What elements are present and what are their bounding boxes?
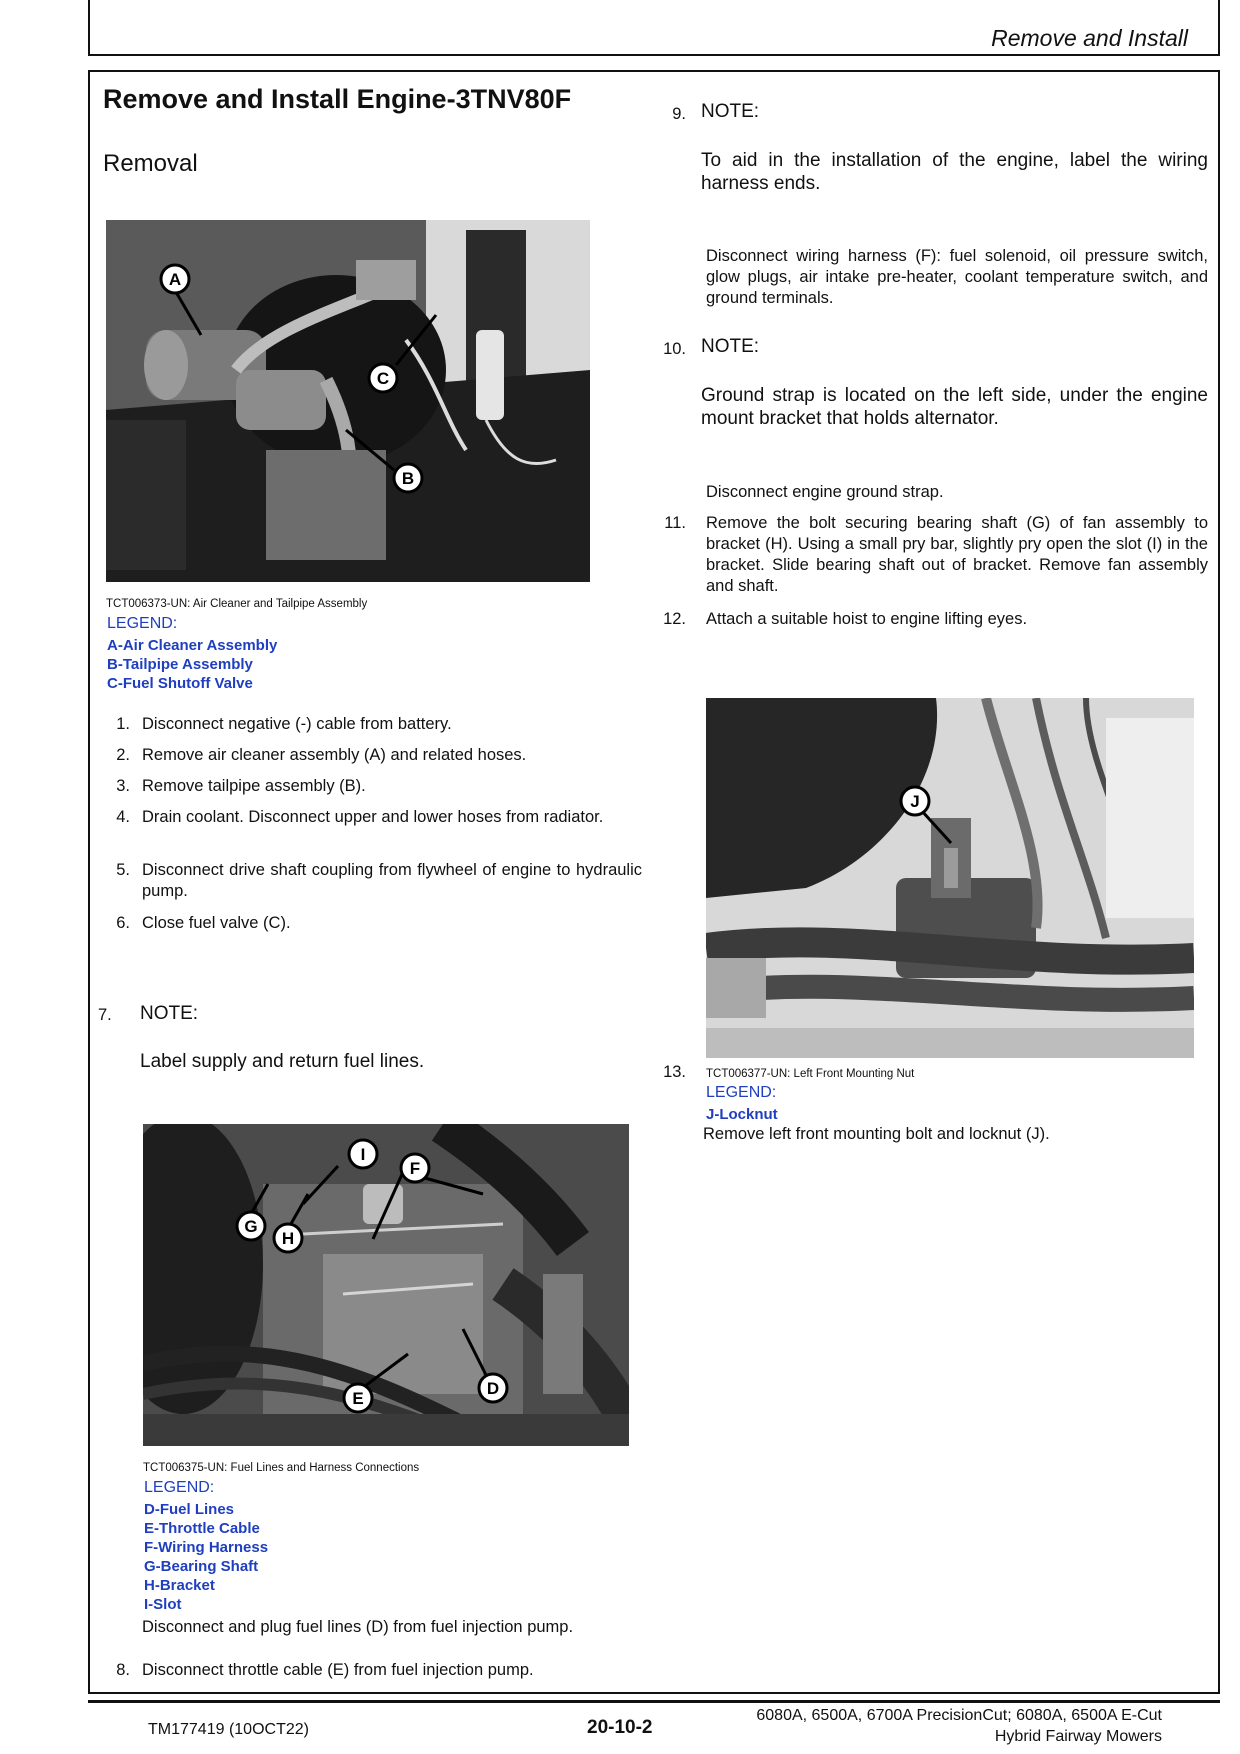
figure3-caption: TCT006377-UN: Left Front Mounting Nut [706,1068,915,1080]
step-9-note-head: NOTE: [701,101,760,122]
footer-rule [88,1700,1220,1703]
step-1: 1. Disconnect negative (-) cable from battery. [116,715,452,733]
step-9-note-body: To aid in the installation of the engine, label the wiring harness ends. [701,150,1208,194]
legend-item: D-Fuel Lines [144,1501,235,1518]
step-11-text: Remove the bolt securing bearing shaft (G) of fan assembly to bracket (H). Using a small pry bar, slightly pry open the slot (I) in the bracket. Slide bearing shaft out of bracket. Remove fan assembly and shaft. [706,514,1208,595]
footer-doc-id: TM177419 (10OCT22) [148,1721,309,1738]
callout-c: C [376,369,390,388]
figure-fuel-lines-harness [143,1124,629,1446]
legend-item: J-Locknut [706,1106,778,1123]
step-4: 4. Drain coolant. Disconnect upper and lower hoses from radiator. [116,808,604,826]
legend-item: E-Throttle Cable [144,1520,260,1537]
callout-d: D [486,1379,500,1398]
step-11-number: 11. [664,514,686,532]
figure3-legend-title: LEGEND: [706,1084,777,1101]
page-title: Remove and Install Engine-3TNV80F [103,84,572,114]
step-7-note-head: NOTE: [140,1003,199,1024]
step-12-number: 12. [663,610,686,628]
step-2: 2. Remove air cleaner assembly (A) and related hoses. [116,746,527,764]
callout-f: F [409,1159,421,1178]
header-title: Remove and Install [991,25,1188,51]
step-7-instruction: Disconnect and plug fuel lines (D) from fuel injection pump. [142,1618,574,1636]
legend-item: A-Air Cleaner Assembly [107,637,278,654]
legend-item: G-Bearing Shaft [144,1558,259,1575]
footer-product-line-2: Hybrid Fairway Mowers [994,1728,1162,1745]
step-9-instruction: Disconnect wiring harness (F): fuel solenoid, oil pressure switch, glow plugs, air intake pre-heater, coolant temperature switch, and ground terminals. [706,247,1208,307]
figure2-caption: TCT006375-UN: Fuel Lines and Harness Connections [143,1462,420,1474]
figure2-legend-title: LEGEND: [144,1479,215,1496]
step-10-instruction: Disconnect engine ground strap. [706,483,944,501]
callout-b-label: B [401,469,415,488]
step-5: 5. Disconnect drive shaft coupling from flywheel of engine to hydraulic pump. [116,861,642,900]
callout-i: I [360,1145,366,1164]
figure-left-front-mounting-nut [706,698,1194,1058]
section-subtitle: Removal [103,150,198,177]
step-7-number: 7. [98,1006,112,1024]
step-9-number: 9. [672,105,686,123]
legend-item: B-Tailpipe Assembly [107,656,253,673]
callout-e: E [352,1389,364,1408]
callout-h: H [281,1229,295,1248]
step-8: 8. Disconnect throttle cable (E) from fuel injection pump. [116,1661,534,1679]
svg-text:A: A [168,270,182,289]
step-13-number: 13. [663,1063,686,1081]
step-7-note-body: Label supply and return fuel lines. [140,1051,425,1072]
step-10-number: 10. [663,340,686,358]
step-13-text: Remove left front mounting bolt and locknut (J). [703,1125,1050,1143]
figure1-callout-overlay [106,220,590,582]
step-3: 3. Remove tailpipe assembly (B). [116,777,366,795]
step-6: 6. Close fuel valve (C). [116,914,291,932]
header-frame [88,0,1220,56]
legend-item: I-Slot [144,1596,182,1613]
legend-item: F-Wiring Harness [144,1539,269,1556]
step-12-text: Attach a suitable hoist to engine lifting eyes. [706,610,1028,628]
legend-item: H-Bracket [144,1577,215,1594]
footer-product-line-1: 6080A, 6500A, 6700A PrecisionCut; 6080A, 6500A E-Cut [756,1707,1162,1724]
callout-j: J [910,792,920,811]
step-10-note-body: Ground strap is located on the left side, under the engine mount bracket that holds alternator. [701,385,1208,429]
step-10-note-head: NOTE: [701,336,760,357]
callout-g: G [244,1217,258,1236]
footer-page-number: 20-10-2 [587,1717,653,1738]
legend-item: C-Fuel Shutoff Valve [107,675,253,692]
figure1-legend-title: LEGEND: [107,615,178,632]
figure1-caption: TCT006373-UN: Air Cleaner and Tailpipe Assembly [106,598,368,610]
